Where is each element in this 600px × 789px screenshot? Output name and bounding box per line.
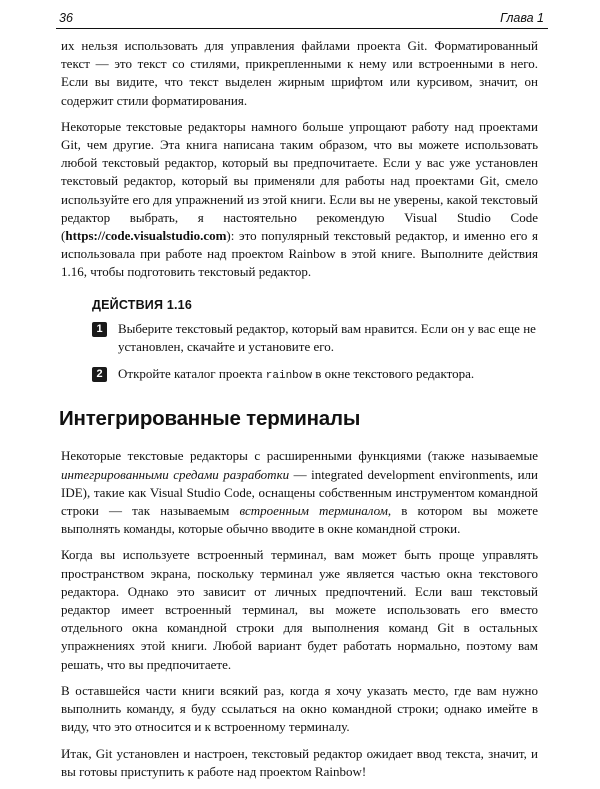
- paragraph-ide-a: Некоторые текстовые редакторы с расширенными функциями (также называемые: [61, 448, 538, 464]
- paragraph-conclusion: Итак, Git установлен и настроен, текстовый редактор ожидает ввод текста, значит, и вы готовы приступить к работе над проектом Rainbow!: [61, 745, 538, 779]
- exercise-step: [92, 365, 538, 385]
- running-head: [56, 11, 550, 29]
- paragraph-formatted-text: их нельзя использовать для управления файлами проекта Git. Форматированный текст — это текст со стилями, прикрепленными к нему или встроенными в него. Если вы видите, что текст выделен жирным шрифтом или курсивом, значит, он содержит стили форматирования.: [61, 38, 538, 108]
- step-number-badge: 1: [92, 322, 107, 337]
- exercise-step: [92, 320, 538, 356]
- paragraph-ide: [61, 447, 538, 538]
- exercise-title: ДЕЙСТВИЯ 1.16: [92, 297, 192, 312]
- step-text-tail: в окне текстового редактора.: [312, 366, 475, 382]
- page-number: 36: [59, 11, 73, 25]
- paragraph-ide-b: — integrated development environments, или IDE), такие как Visual Studio Code, оснащены собственным инструментом командной строки — так называемым: [61, 466, 538, 519]
- paragraph-editors: [61, 118, 538, 282]
- paragraph-command-line-note: В оставшейся части книги всякий раз, когда я хочу указать место, где вам нужно выполнить команду, я буду ссылаться на окно командной строки; однако имейте в виду, что это относится и к встроенному терминалу.: [61, 682, 538, 735]
- term-ide: интегрированными средами разработки: [61, 466, 290, 482]
- page-body: [61, 37, 538, 789]
- header-rule: [56, 28, 548, 29]
- step-number-badge: 2: [92, 367, 107, 382]
- chapter-label: Глава 1: [500, 11, 544, 25]
- term-integrated-terminal: встроенным терминалом: [239, 503, 388, 519]
- vscode-url: https://code.visualstudio.com: [65, 228, 227, 244]
- paragraph-terminal-usage: Когда вы используете встроенный терминал, вам может быть проще управлять пространством экрана, поскольку терминал уже является частью окна текстового редактора. Однако это зависит от личных предпочтений. Если ваш текстовый редактор имеет встроенный терминал, вы можете использовать его вместо отдельного окна командной строки для выполнения команд Git в остальных упражнениях этой книги. Любой вариант будет работать нормально, поэтому вам решать, что вы предпочитаете.: [61, 547, 538, 672]
- step-text: Выберите текстовый редактор, который вам нравится. Если он у вас еще не установлен, скачайте и установите его.: [118, 320, 536, 355]
- paragraph-editors-text: Некоторые текстовые редакторы намного больше упрощают работу над проектами Git, чем другие. Эта книга написана таким образом, что вы можете использовать любой текстовый редактор, который вы предпочитаете. Если у вас уже установлен текстовый редактор, который вы применяли для работы над проектами Git, смело используйте его для упражнений из этой книги. Если вы не уверены, какой текстовый редактор выбрать, я настоятельно рекомендую Visual Studio Code (: [61, 118, 538, 244]
- step-text: Откройте каталог проекта: [118, 366, 266, 382]
- paragraph-ide-c: , в котором вы можете выполнять команды, которые обычно вводите в окне командной строки.: [61, 503, 538, 537]
- paragraph-editors-tail: ): это популярный текстовый редактор, и именно его я использовала при работе над проектом Rainbow в этой книге. Выполните действия 1.16, чтобы подготовить текстовый редактор.: [61, 228, 538, 280]
- code-rainbow: rainbow: [265, 370, 312, 383]
- section-heading: Интегрированные терминалы: [59, 407, 361, 431]
